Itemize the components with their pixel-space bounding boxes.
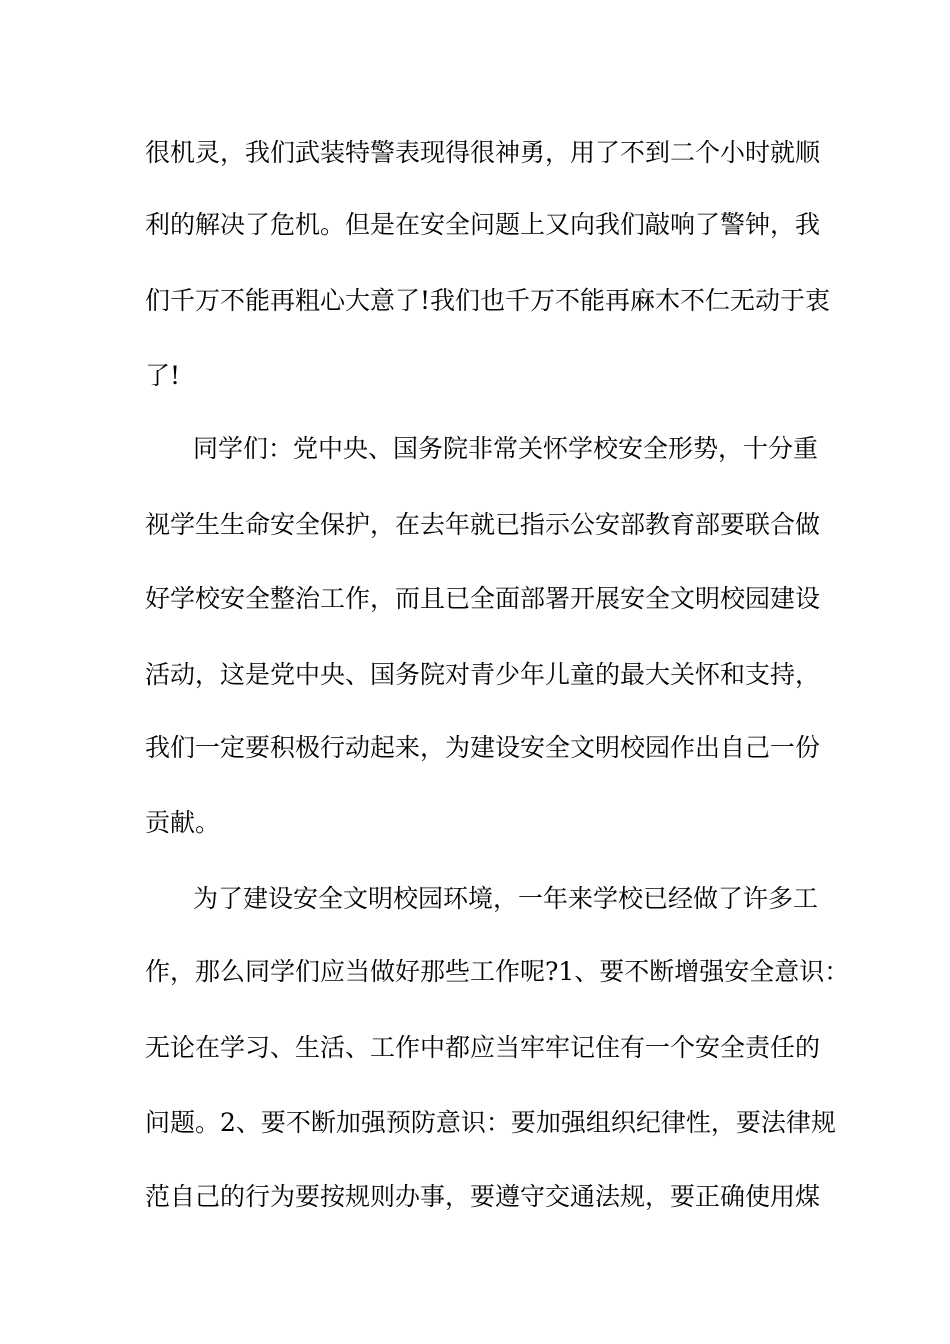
text-line: 我们一定要积极行动起来，为建设安全文明校园作出自己一份 [145, 733, 821, 762]
text-line: 贡献。 [145, 808, 221, 837]
text-line: 利的解决了危机。但是在安全问题上又向我们敲响了警钟，我 [145, 210, 821, 239]
text-line: 范自己的行为要按规则办事，要遵守交通法规，要正确使用煤 [145, 1182, 821, 1211]
text-line: 好学校安全整治工作，而且已全面部署开展安全文明校园建设 [145, 584, 821, 613]
text-line: 活动，这是党中央、国务院对青少年儿童的最大关怀和支持， [145, 660, 821, 689]
text-line: 们千万不能再粗心大意了!我们也千万不能再麻木不仁无动于衷 [145, 286, 831, 315]
text-line: 无论在学习、生活、工作中都应当牢牢记住有一个安全责任的 [145, 1033, 821, 1062]
text-line: 了! [145, 361, 181, 390]
paragraph-first-line: 为了建设安全文明校园环境，一年来学校已经做了许多工 [193, 884, 819, 913]
paragraph-first-line: 同学们：党中央、国务院非常关怀学校安全形势，十分重 [193, 434, 819, 463]
text-line: 作，那么同学们应当做好那些工作呢?1、要不断增强安全意识： [145, 957, 850, 986]
text-line: 很机灵，我们武装特警表现得很神勇，用了不到二个小时就顺 [145, 138, 821, 167]
text-line: 问题。2、要不断加强预防意识：要加强组织纪律性，要法律规 [145, 1108, 836, 1137]
text-line: 视学生生命安全保护，在去年就已指示公安部教育部要联合做 [145, 510, 821, 539]
